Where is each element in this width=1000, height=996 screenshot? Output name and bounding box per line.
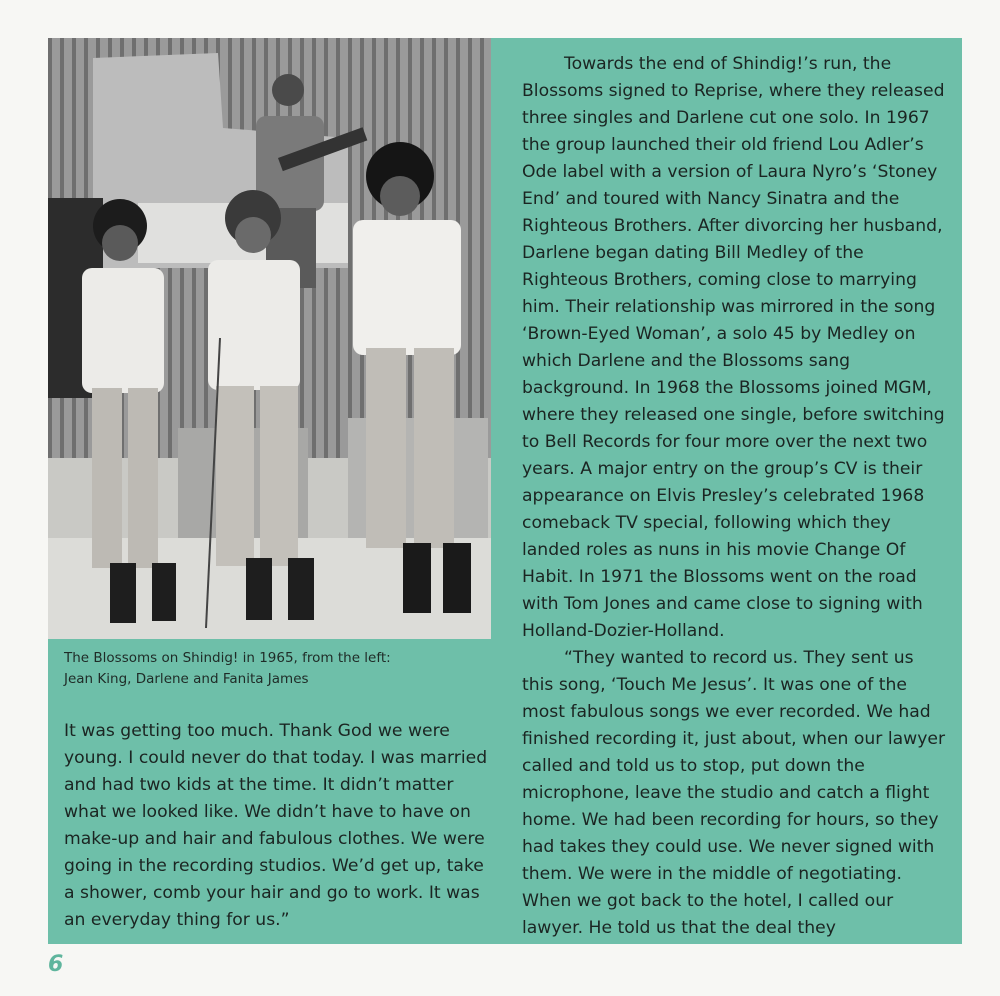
- left-paragraph: It was getting too much. Thank God we were young. I could never do that today. I was married and had two kids at the time. It didn’t matter what we looked like. We didn’t have to have on make-up and hair and fabulous clothes. We were going in the recording studios. We’d get up, take a shower, comb your hair and go to work. It was an everyday thing for us.”: [64, 721, 488, 930]
- right-paragraph-1: Towards the end of Shindig!’s run, the Blossoms signed to Reprise, where they released three singles and Darlene cut one solo. In 1967 the group launched their old friend Lou Adler’s Ode label with a version of Laura Nyro’s ‘Stoney End’ and toured with Nancy Sinatra and the Righteous Brothers. After divorcing her husband, Darlene began dating Bill Medley of the Righteous Brothers, coming close to marrying him. Their relationship was mirrored in the song ‘Brown-Eyed Woman’, a solo 45 by Medley on which Darlene and the Blossoms sang background. In 1968 the Blossoms joined MGM, where they released one single, before switching to Bell Records for four more over the next two years. A major entry on the group’s CV is their appearance on Elvis Presley’s celebrated 1968 comeback TV special, following which they landed roles as nuns in his movie Change Of Habit. In 1971 the Blossoms went on the road with Tom Jones and came close to signing with Holland-Dozier-Holland.: [522, 54, 945, 641]
- blossoms-photo: [48, 38, 491, 639]
- photo-illustration: [48, 38, 491, 639]
- photo-caption: [64, 648, 484, 690]
- caption-line-1: The Blossoms on Shindig! in 1965, from the left:: [64, 650, 391, 666]
- page-number: 6: [48, 952, 64, 977]
- caption-line-2: Jean King, Darlene and Fanita James: [64, 671, 309, 687]
- right-column: [522, 51, 950, 942]
- right-paragraph-2: “They wanted to record us. They sent us this song, ‘Touch Me Jesus’. It was one of the most fabulous songs we ever recorded. We had finished recording it, just about, when our lawyer called and told us to stop, put down the microphone, leave the studio and catch a flight home. We had been recording for hours, so they had takes they could use. We never signed with them. We were in the middle of negotiating. When we got back to the hotel, I called our lawyer. He told us that the deal they: [522, 648, 946, 938]
- left-column: [64, 718, 492, 934]
